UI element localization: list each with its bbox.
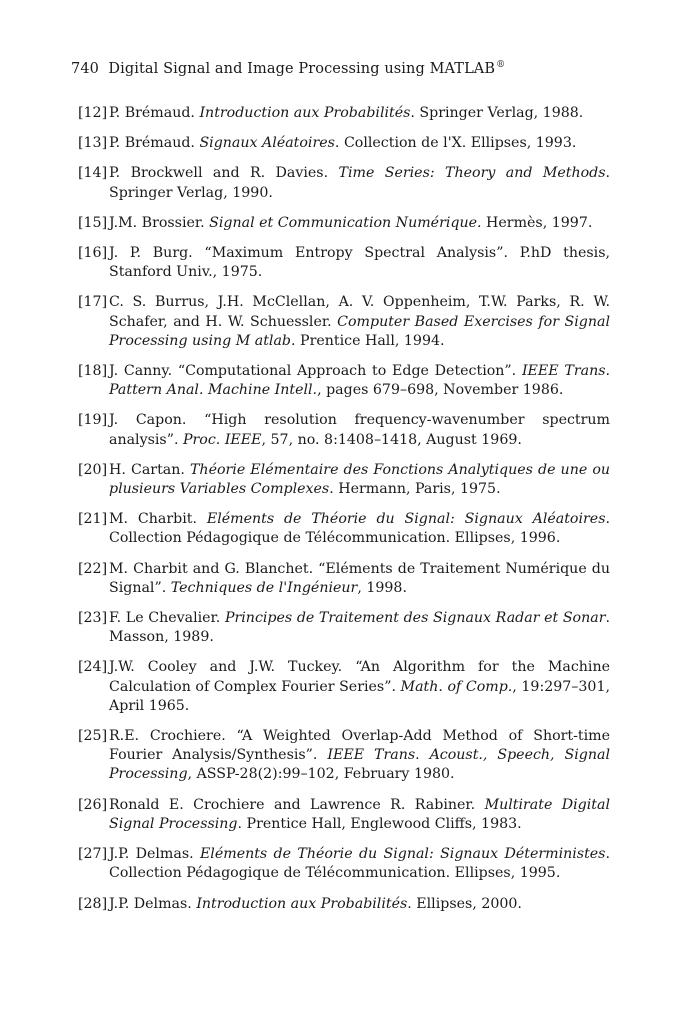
reference-text: Ronald E. Crochiere and Lawrence R. Rabiner. [109, 796, 485, 813]
reference-item [78, 727, 610, 785]
reference-title: Multirate Digital Signal Processing [109, 796, 610, 832]
reference-item [78, 134, 610, 153]
reference-title: IEEE Trans. Acoust., Speech, Signal Processing [109, 747, 610, 783]
running-head [71, 60, 505, 77]
reference-text: J.W. Cooley and J.W. Tuckey. “An Algorithm for the Machine Calculation of Complex Fourier Series”. [109, 659, 610, 695]
reference-number: [28] [78, 895, 108, 912]
reference-number: [16] [78, 245, 108, 262]
reference-number: [17] [78, 294, 108, 311]
reference-item [78, 164, 610, 202]
reference-publisher: . Springer Verlag, 1988. [410, 105, 584, 121]
reference-text: M. Charbit. [109, 511, 207, 528]
reference-item [78, 293, 610, 351]
reference-title: Math. of Comp. [400, 678, 513, 695]
reference-publisher: . Prentice Hall, 1994. [291, 332, 445, 349]
reference-publisher: , pages 679–698, November 1986. [317, 382, 564, 399]
reference-number: [14] [78, 165, 108, 182]
reference-text: J.P. Delmas. [109, 895, 197, 912]
reference-item [78, 895, 610, 914]
reference-text: M. Charbit and G. Blanchet. “Eléments de Traitement Numérique du Signal”. [109, 560, 610, 596]
reference-item [78, 845, 610, 883]
reference-title: Techniques de l'Ingénieur [170, 579, 358, 596]
reference-title: Signaux Aléatoires [199, 135, 335, 152]
reference-number: [24] [78, 659, 108, 676]
reference-publisher: . Springer Verlag, 1990. [109, 165, 611, 201]
reference-publisher: . Hermann, Paris, 1975. [329, 481, 501, 498]
reference-publisher: , 57, no. 8:1408–1418, August 1969. [261, 431, 522, 448]
reference-title: Introduction aux Probabilités [196, 895, 408, 912]
reference-text: J. P. Burg. “Maximum Entropy Spectral Analysis”. P.hD thesis, Stanford Univ., 1975. [109, 245, 610, 281]
reference-publisher: . Collection Pédagogique de Télécommunication. Ellipses, 1995. [109, 846, 610, 882]
reference-title: Eléments de Théorie du Signal: Signaux Aléatoires [206, 511, 606, 528]
reference-number: [18] [78, 363, 108, 380]
reference-title: Signal et Communication Numérique [209, 214, 478, 231]
reference-item [78, 362, 610, 400]
reference-item [78, 411, 610, 449]
reference-number: [12] [78, 105, 108, 121]
reference-title: Théorie Elémentaire des Fonctions Analytiques de une ou plusieurs Variables Complexes [109, 461, 610, 498]
reference-text: J. Capon. “High resolution frequency-wavenumber spectrum analysis”. [109, 412, 610, 448]
reference-publisher: , 19:297–301, April 1965. [109, 678, 610, 714]
reference-number: [22] [78, 560, 108, 577]
reference-text: P. Brémaud. [109, 105, 200, 121]
reference-title: Computer Based Exercises for Signal Processing using M atlab [109, 313, 610, 349]
page-number: 740 [71, 60, 99, 77]
reference-publisher: . Prentice Hall, Englewood Cliffs, 1983. [237, 815, 522, 832]
reference-publisher: . Ellipses, 2000. [407, 895, 522, 912]
reference-text: J. Canny. “Computational Approach to Edge Detection”. [109, 363, 522, 380]
reference-item [78, 244, 610, 282]
reference-text: C. S. Burrus, J.H. McClellan, A. V. Oppenheim, T.W. Parks, R. W. Schafer, and H. W. Schuessler. [109, 294, 610, 330]
registered-trademark-mark: ® [496, 60, 506, 70]
reference-number: [19] [78, 412, 108, 429]
reference-number: [21] [78, 511, 108, 528]
reference-text: P. Brémaud. [109, 135, 200, 152]
reference-title: IEEE Trans. Pattern Anal. Machine Intell. [109, 363, 610, 399]
reference-number: [15] [78, 214, 108, 231]
reference-item [78, 461, 610, 499]
reference-title: Introduction aux Probabilités [199, 105, 411, 121]
reference-publisher: . Hermès, 1997. [477, 214, 593, 231]
reference-text: R.E. Crochiere. “A Weighted Overlap-Add Method of Short-time Fourier Analysis/Synthesis”. [109, 728, 610, 764]
reference-title: Time Series: Theory and Methods [338, 165, 606, 182]
reference-text: J.M. Brossier. [109, 214, 210, 231]
reference-publisher: , ASSP-28(2):99–102, February 1980. [187, 766, 455, 783]
reference-item [78, 104, 610, 123]
reference-number: [20] [78, 461, 108, 478]
reference-text: J.P. Delmas. [109, 846, 200, 863]
reference-number: [13] [78, 135, 108, 152]
reference-item [78, 796, 610, 834]
reference-item [78, 658, 610, 716]
reference-publisher: . Collection de l'X. Ellipses, 1993. [334, 135, 577, 152]
reference-number: [23] [78, 610, 108, 627]
reference-number: [27] [78, 846, 108, 863]
reference-title: Proc. IEEE [182, 431, 262, 448]
reference-item [78, 609, 610, 647]
reference-publisher: . Collection Pédagogique de Télécommunication. Ellipses, 1996. [109, 511, 610, 547]
reference-publisher: . Masson, 1989. [109, 610, 610, 646]
reference-title: Principes de Traitement des Signaux Radar et Sonar [224, 610, 606, 627]
reference-item [78, 510, 610, 548]
reference-publisher: , 1998. [357, 579, 407, 596]
reference-title: Eléments de Théorie du Signal: Signaux Déterministes [199, 846, 606, 863]
reference-item [78, 214, 610, 233]
reference-text: F. Le Chevalier. [109, 610, 225, 627]
reference-text: P. Brockwell and R. Davies. [109, 165, 339, 182]
reference-number: [26] [78, 796, 108, 813]
reference-text: H. Cartan. [109, 461, 190, 478]
reference-item [78, 560, 610, 598]
book-title: Digital Signal and Image Processing using MATLAB [108, 60, 496, 77]
reference-number: [25] [78, 728, 108, 745]
bibliography-list [78, 104, 610, 925]
